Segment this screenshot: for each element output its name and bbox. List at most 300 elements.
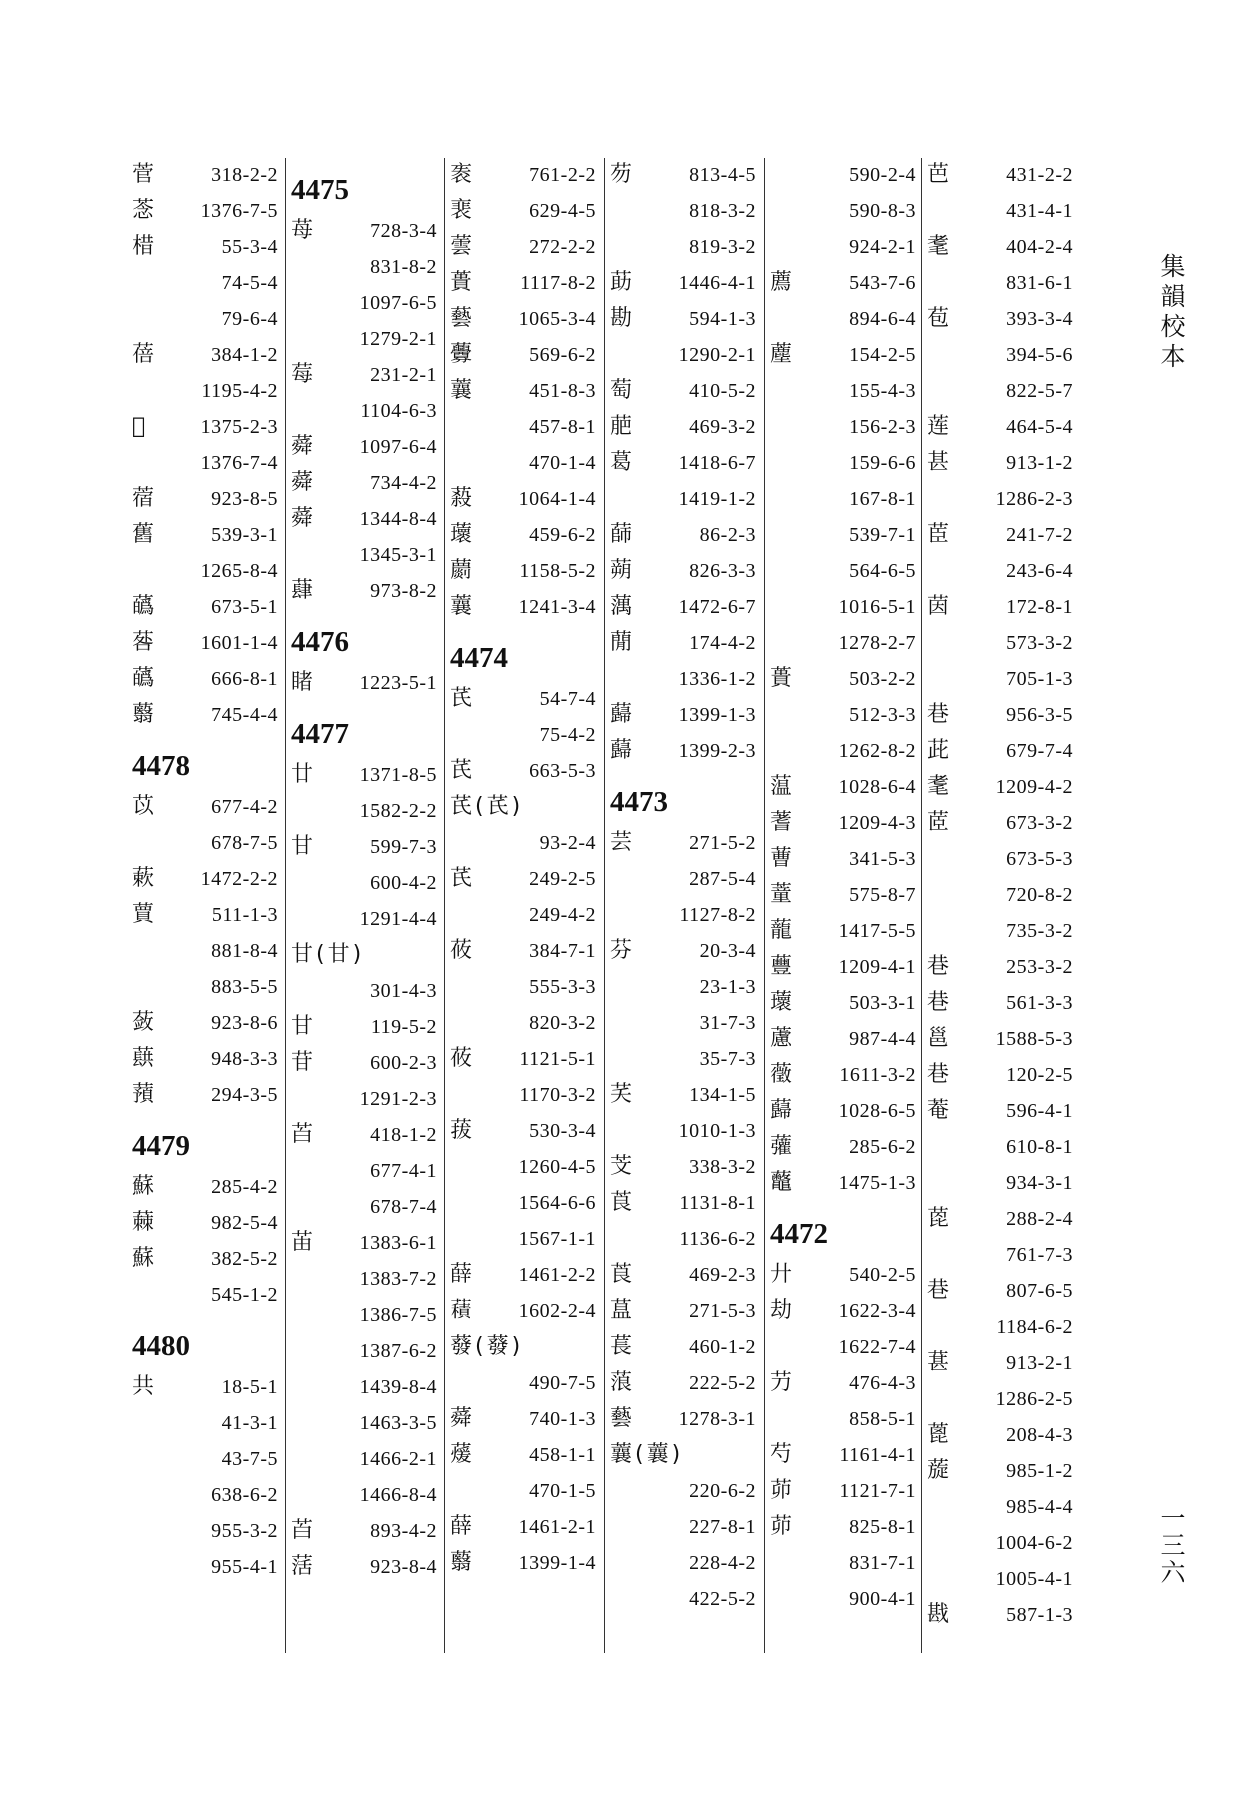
index-entry [289, 1549, 439, 1585]
page-reference: 934-3-1 [1006, 1172, 1073, 1194]
headword: 勘 [610, 306, 634, 331]
page-reference: 1064-1-4 [518, 488, 596, 510]
page-reference: 1376-7-5 [200, 200, 278, 222]
index-column-6 [925, 157, 1075, 1657]
page-reference: 20-3-4 [699, 940, 756, 962]
index-entry [608, 409, 758, 445]
page-reference: 575-8-7 [849, 884, 916, 906]
index-entry [925, 625, 1075, 661]
page-reference: 545-1-2 [211, 1284, 278, 1306]
page-reference: 596-4-1 [1006, 1100, 1073, 1122]
index-entry [768, 877, 918, 913]
page-reference: 923-8-4 [370, 1556, 437, 1578]
page-reference: 831-6-1 [1006, 272, 1073, 294]
index-entry [768, 1257, 918, 1293]
index-entry [608, 1113, 758, 1149]
page-reference: 476-4-3 [849, 1372, 916, 1394]
page-reference: 470-1-5 [529, 1480, 596, 1502]
headword: 虇 [770, 1134, 794, 1159]
index-entry [608, 1545, 758, 1581]
headword: 廿 [291, 762, 315, 787]
index-entry [448, 1005, 598, 1041]
page-reference: 1127-8-2 [679, 904, 756, 926]
index-entry [608, 589, 758, 625]
index-entry [608, 1221, 758, 1257]
index-entry [130, 553, 280, 589]
index-entry [448, 445, 598, 481]
column-divider [764, 158, 765, 1653]
page-reference: 1260-4-5 [518, 1156, 596, 1178]
headword: 蕣 [450, 1406, 474, 1431]
page-reference: 923-8-6 [211, 1012, 278, 1034]
page-reference: 1461-2-1 [518, 1516, 596, 1538]
page-reference: 1601-1-4 [200, 632, 278, 654]
page-reference: 93-2-4 [539, 832, 596, 854]
index-entry [768, 661, 918, 697]
page-reference: 1387-6-2 [359, 1340, 437, 1362]
headword: 虋 [450, 342, 474, 367]
headword: 芪 [450, 758, 474, 783]
page-reference: 831-8-2 [370, 256, 437, 278]
index-entry [925, 445, 1075, 481]
index-entry [289, 1405, 439, 1441]
index-entry [448, 1257, 598, 1293]
index-entry [768, 805, 918, 841]
index-entry [608, 553, 758, 589]
section-heading: 4476 [291, 626, 349, 658]
index-entry [608, 1581, 758, 1617]
page-reference: 1005-4-1 [995, 1568, 1073, 1590]
headword: 芪 [450, 866, 474, 891]
index-entry [608, 445, 758, 481]
index-entry [768, 193, 918, 229]
headword: 蓖 [927, 1422, 951, 1447]
headword: 苺 [291, 218, 315, 243]
headword: 藝 [450, 306, 474, 331]
index-entry [768, 445, 918, 481]
headword: 蘙 [132, 702, 156, 727]
index-entry [925, 553, 1075, 589]
page-reference: 883-5-5 [211, 976, 278, 998]
page-reference: 1286-2-3 [995, 488, 1073, 510]
page-reference: 1383-7-2 [359, 1268, 437, 1290]
index-entry [130, 933, 280, 969]
headword: 蕀 [132, 1210, 156, 1235]
headword: 戡 [927, 1602, 951, 1627]
index-entry [925, 1237, 1075, 1273]
page-reference: 734-4-2 [370, 472, 437, 494]
index-entry [608, 193, 758, 229]
page-reference: 594-1-3 [689, 308, 756, 330]
index-entry [768, 1329, 918, 1365]
page-reference: 1265-8-4 [200, 560, 278, 582]
headword: 芍 [770, 1442, 794, 1467]
index-entry [925, 1057, 1075, 1093]
page-reference: 285-4-2 [211, 1176, 278, 1198]
page-reference: 35-7-3 [699, 1048, 756, 1070]
index-entry [768, 409, 918, 445]
index-entry [925, 769, 1075, 805]
index-entry [289, 1153, 439, 1189]
headword: 巷 [927, 1278, 951, 1303]
page-reference: 1399-1-4 [518, 1552, 596, 1574]
page-reference: 1065-3-4 [518, 308, 596, 330]
page-reference: 404-2-4 [1006, 236, 1073, 258]
headword: 薼 [770, 342, 794, 367]
page-reference: 1195-4-2 [201, 380, 278, 402]
index-entry [925, 805, 1075, 841]
headword: 芬 [610, 938, 634, 963]
page-reference: 1371-8-5 [359, 764, 437, 786]
page-reference: 955-4-1 [211, 1556, 278, 1578]
page-reference: 590-2-4 [849, 164, 916, 186]
index-entry [130, 193, 280, 229]
page-reference: 120-2-5 [1006, 1064, 1073, 1086]
page-reference: 629-4-5 [529, 200, 596, 222]
headword: 苡 [132, 794, 156, 819]
page-reference: 451-8-3 [529, 380, 596, 402]
index-entry [768, 1401, 918, 1437]
index-entry [130, 861, 280, 897]
page-reference: 172-8-1 [1006, 596, 1073, 618]
index-entry [289, 1477, 439, 1513]
headword: 茈 [927, 738, 951, 763]
index-entry [608, 733, 758, 769]
page-reference: 1345-3-1 [359, 544, 437, 566]
index-entry [608, 1329, 758, 1365]
headword: 芪(芪) [450, 794, 524, 819]
page-reference: 1209-4-3 [838, 812, 916, 834]
page-reference: 54-7-4 [539, 688, 596, 710]
page-reference: 1564-6-6 [518, 1192, 596, 1214]
headword: 廾 [770, 1262, 794, 1287]
index-entry [289, 1441, 439, 1477]
index-entry [130, 589, 280, 625]
headword: 蕒 [132, 902, 156, 927]
page-reference: 600-4-2 [370, 872, 437, 894]
headword: 薛 [450, 1514, 474, 1539]
page-reference: 761-2-2 [529, 164, 596, 186]
headword: 芭 [927, 162, 951, 187]
page-reference: 431-2-2 [1006, 164, 1073, 186]
index-entry [289, 249, 439, 285]
page-reference: 1262-8-2 [838, 740, 916, 762]
index-entry [925, 1597, 1075, 1633]
index-entry [130, 265, 280, 301]
index-entry [448, 969, 598, 1005]
page-reference: 530-3-4 [529, 1120, 596, 1142]
page-reference: 678-7-4 [370, 1196, 437, 1218]
headword: 蘬 [770, 1098, 794, 1123]
page-reference: 457-8-1 [529, 416, 596, 438]
index-entry [608, 337, 758, 373]
index-entry [289, 1369, 439, 1405]
page-reference: 818-3-2 [689, 200, 756, 222]
index-entry [289, 285, 439, 321]
headword: 𧇊 [132, 414, 147, 439]
index-entry [130, 157, 280, 193]
index-entry [768, 1057, 918, 1093]
headword: 蘤 [132, 666, 156, 691]
index-entry [289, 1261, 439, 1297]
headword: 蘇 [132, 1174, 156, 1199]
page-reference: 638-6-2 [211, 1484, 278, 1506]
section-heading: 4475 [291, 174, 349, 206]
headword: 蘤 [132, 594, 156, 619]
page-reference: 384-1-2 [211, 344, 278, 366]
page-reference: 673-5-1 [211, 596, 278, 618]
page-reference: 1097-6-5 [359, 292, 437, 314]
page-reference: 1399-2-3 [678, 740, 756, 762]
headword: 茝 [927, 810, 951, 835]
page-reference: 1158-5-2 [519, 560, 596, 582]
page-reference: 382-5-2 [211, 1248, 278, 1270]
page-reference: 948-3-3 [211, 1048, 278, 1070]
index-entry [130, 229, 280, 265]
page-reference: 600-2-3 [370, 1052, 437, 1074]
headword: 苩 [291, 1122, 315, 1147]
index-entry [448, 1221, 598, 1257]
page-reference: 512-3-3 [849, 704, 916, 726]
headword: 莲 [927, 414, 951, 439]
headword: 蒒 [610, 522, 634, 547]
index-entry [289, 1297, 439, 1333]
page-reference: 956-3-5 [1006, 704, 1073, 726]
headword: 舊 [132, 522, 156, 547]
page-reference: 1383-6-1 [359, 1232, 437, 1254]
page-reference: 973-8-2 [370, 580, 437, 602]
index-entry [608, 661, 758, 697]
section-heading: 4478 [132, 750, 190, 782]
headword: 巷 [927, 954, 951, 979]
index-entry [448, 825, 598, 861]
index-entry [768, 1021, 918, 1057]
page-reference: 31-7-3 [699, 1012, 756, 1034]
headword: 劫 [770, 1298, 794, 1323]
index-entry [608, 825, 758, 861]
index-entry [130, 1077, 280, 1113]
page-reference: 728-3-4 [370, 220, 437, 242]
headword: 萿 [291, 1554, 315, 1579]
page-reference: 154-2-5 [849, 344, 916, 366]
index-entry [130, 1477, 280, 1513]
page-reference: 338-3-2 [689, 1156, 756, 1178]
index-entry [925, 733, 1075, 769]
page-reference: 511-1-3 [211, 904, 278, 926]
index-entry [768, 1129, 918, 1165]
headword: 甘 [291, 834, 315, 859]
page-reference: 460-1-2 [689, 1336, 756, 1358]
headword: 蘮 [450, 558, 474, 583]
index-entry [448, 1329, 598, 1365]
index-entry [448, 897, 598, 933]
page-reference: 1611-3-2 [839, 1064, 916, 1086]
index-entry [608, 933, 758, 969]
index-entry [289, 1333, 439, 1369]
page-reference: 1223-5-1 [359, 672, 437, 694]
page-reference: 1028-6-4 [838, 776, 916, 798]
index-entry [289, 793, 439, 829]
page-reference: 1375-2-3 [200, 416, 278, 438]
headword: 藢 [770, 1062, 794, 1087]
page-reference: 272-2-2 [529, 236, 596, 258]
index-entry [925, 1381, 1075, 1417]
index-entry [448, 517, 598, 553]
page-reference: 826-3-3 [689, 560, 756, 582]
index-entry [608, 265, 758, 301]
headword: 苷 [291, 1050, 315, 1075]
index-entry [608, 625, 758, 661]
page-reference: 394-5-6 [1006, 344, 1073, 366]
index-entry [130, 337, 280, 373]
headword: 芠 [610, 1154, 634, 1179]
index-entry [608, 1005, 758, 1041]
index-entry [130, 789, 280, 825]
page-reference: 893-4-2 [370, 1520, 437, 1542]
headword: 甘 [291, 1014, 315, 1039]
index-entry [925, 373, 1075, 409]
index-entry [289, 1225, 439, 1261]
page-reference: 1461-2-2 [518, 1264, 596, 1286]
page-reference: 1344-8-4 [359, 508, 437, 530]
page-reference: 610-8-1 [1006, 1136, 1073, 1158]
index-entry [768, 1545, 918, 1581]
index-entry [925, 481, 1075, 517]
page-reference: 587-1-3 [1006, 1604, 1073, 1626]
index-entry [130, 409, 280, 445]
headword: 蕻 [132, 1046, 156, 1071]
headword: 苩 [291, 1518, 315, 1543]
page-reference: 231-2-1 [370, 364, 437, 386]
index-entry [289, 865, 439, 901]
index-column-5 [768, 157, 918, 1657]
page-reference: 1472-2-2 [200, 868, 278, 890]
headword: 芺 [610, 1082, 634, 1107]
section-heading: 4473 [610, 786, 668, 818]
page-reference: 813-4-5 [689, 164, 756, 186]
index-entry [608, 481, 758, 517]
index-entry [130, 1169, 280, 1205]
index-entry [448, 789, 598, 825]
page-reference: 564-6-5 [849, 560, 916, 582]
headword: 巷 [927, 702, 951, 727]
index-entry [768, 985, 918, 1021]
headword: 茵 [927, 594, 951, 619]
headword: 蕢 [450, 270, 474, 295]
page-reference: 1121-7-1 [839, 1480, 916, 1502]
index-entry [768, 1437, 918, 1473]
index-entry [925, 949, 1075, 985]
index-entry [925, 157, 1075, 193]
section-heading: 4474 [450, 642, 508, 674]
page-reference: 1209-4-1 [838, 956, 916, 978]
index-entry [448, 157, 598, 193]
index-entry [448, 409, 598, 445]
page-reference: 881-8-4 [211, 940, 278, 962]
index-entry [925, 589, 1075, 625]
index-entry [925, 913, 1075, 949]
index-entry [925, 1129, 1075, 1165]
page-reference: 1016-5-1 [838, 596, 916, 618]
index-entry [448, 1401, 598, 1437]
section-heading: 4480 [132, 1330, 190, 1362]
index-entry [289, 1045, 439, 1081]
headword: 薛 [450, 1262, 474, 1287]
index-entry [130, 1369, 280, 1405]
index-entry [925, 1309, 1075, 1345]
index-entry [289, 465, 439, 501]
page-reference: 1291-2-3 [359, 1088, 437, 1110]
headword: 睹 [291, 670, 315, 695]
page-reference: 820-3-2 [529, 1012, 596, 1034]
index-entry [130, 301, 280, 337]
headword: 甚 [927, 450, 951, 475]
column-divider [444, 158, 445, 1653]
index-entry [289, 973, 439, 1009]
index-entry [768, 841, 918, 877]
page-reference: 287-5-4 [689, 868, 756, 890]
page-reference: 663-5-3 [529, 760, 596, 782]
page-reference: 1290-2-1 [678, 344, 756, 366]
index-entry [130, 1241, 280, 1277]
page-reference: 74-5-4 [221, 272, 278, 294]
headword: 蒴 [610, 558, 634, 583]
page-reference: 677-4-2 [211, 796, 278, 818]
index-entry [768, 1509, 918, 1545]
headword: 蒗 [610, 1370, 634, 1395]
headword: 菅 [132, 162, 156, 187]
index-entry [448, 373, 598, 409]
page-reference: 599-7-3 [370, 836, 437, 858]
headword: 葚 [927, 1350, 951, 1375]
page-reference: 1279-2-1 [359, 328, 437, 350]
index-entry [768, 769, 918, 805]
page-reference: 1622-3-4 [838, 1300, 916, 1322]
index-entry [768, 625, 918, 661]
index-entry [448, 193, 598, 229]
headword: 莜 [450, 1046, 474, 1071]
index-entry [448, 933, 598, 969]
index-entry [608, 1401, 758, 1437]
page-reference: 75-4-2 [539, 724, 596, 746]
index-entry [608, 861, 758, 897]
index-entry [448, 589, 598, 625]
page-reference: 858-5-1 [849, 1408, 916, 1430]
page-reference: 913-2-1 [1006, 1352, 1073, 1374]
page-reference: 503-2-2 [849, 668, 916, 690]
index-entry [130, 517, 280, 553]
page-reference: 1472-6-7 [678, 596, 756, 618]
page-reference: 740-1-3 [529, 1408, 596, 1430]
page-reference: 243-6-4 [1006, 560, 1073, 582]
page-reference: 470-1-4 [529, 452, 596, 474]
page-reference: 894-6-4 [849, 308, 916, 330]
index-entry [448, 1365, 598, 1401]
index-entry [448, 1185, 598, 1221]
index-entry [768, 949, 918, 985]
page-reference: 1399-1-3 [678, 704, 756, 726]
page-reference: 1588-5-3 [995, 1028, 1073, 1050]
page-reference: 1418-6-7 [678, 452, 756, 474]
index-entry [608, 229, 758, 265]
index-entry [289, 1081, 439, 1117]
page-reference: 469-3-2 [689, 416, 756, 438]
headword: 蕓 [450, 234, 474, 259]
index-entry [448, 265, 598, 301]
headword: 蘘 [450, 378, 474, 403]
headword: 裵 [450, 198, 474, 223]
index-entry [130, 969, 280, 1005]
